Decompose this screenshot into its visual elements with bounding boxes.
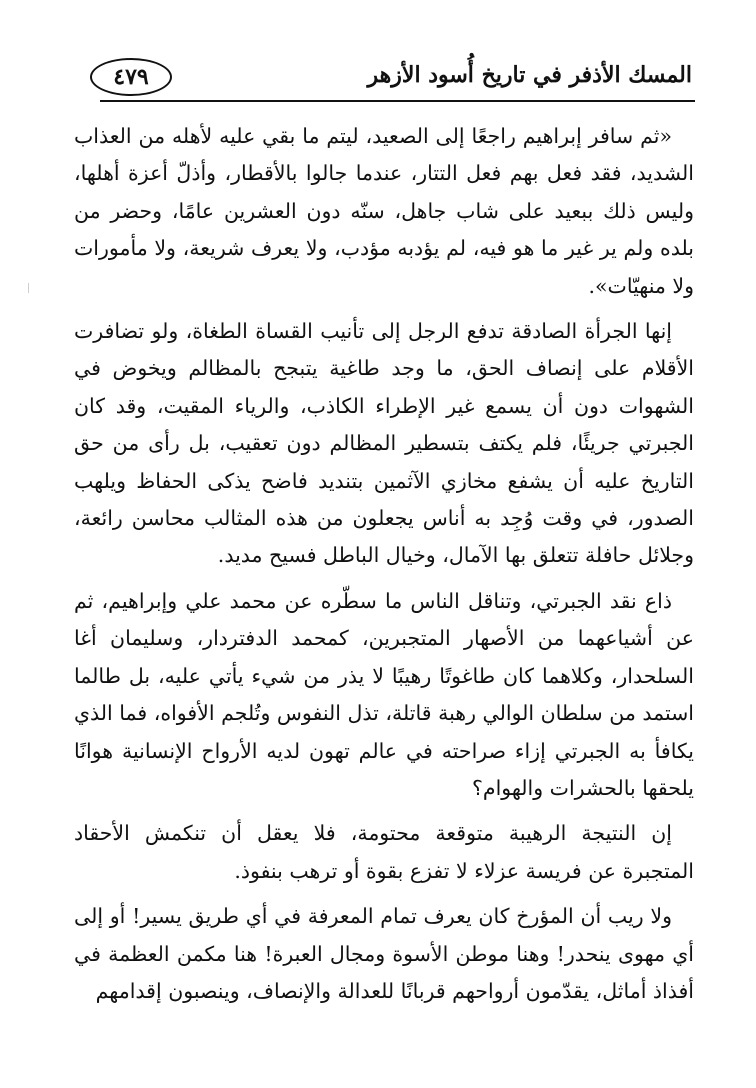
margin-mark: [28, 283, 29, 293]
paragraph: ولا ريب أن المؤرخ كان يعرف تمام المعرفة في أي طريق يسير! أو إلى أي مهوى ينحدر! وهنا موطن الأسوة ومجال العبرة! هنا مكمن العظمة في أفذاذ أماثل، يقدّمون أرواحهم قربانًا للعدالة والإنصاف، وينصبون إقدامهم: [74, 904, 694, 1003]
paragraph: إنها الجرأة الصادقة تدفع الرجل إلى تأنيب القساة الطغاة، ولو تضافرت الأقلام على إنصاف الحق، ما وجد طاغية يتبجح بالمظالم ويخوض في الشهوات دون أن يسمع غير الإطراء الكاذب، والرياء المقيت، وقد كان الجبرتي جريئًا، فلم يكتف بتسطير المظالم دون تعقيب، بل رأى من حق التاريخ عليه أن يشفع مخازي الآثمين بتنديد فاضح يذكى الحفاظ ويلهب الصدور، في وقت وُجِد به أناس يجعلون من هذه المثالب محاسن رائعة، وجلائل حافلة تتعلق بها الآمال، وخيال الباطل فسيح مديد.: [74, 319, 694, 568]
paragraph-quote: «ثم سافر إبراهيم راجعًا إلى الصعيد، ليتم ما بقي عليه لأهله من العذاب الشديد، فقد فعل بهم فعل التتار، عندما جالوا بالأقطار، وأذلّ أعزة أهلها، وليس ذلك ببعيد على شاب جاهل، سنّه دون العشرين عامًا، وحضر من بلده ولم ير غير ما هو فيه، لم يؤدبه مؤدب، ولا يعرف شريعة، ولا مأمورات ولا منهيّات».: [74, 124, 694, 298]
body-text: [74, 118, 694, 1018]
paragraph: ذاع نقد الجبرتي، وتناقل الناس ما سطّره عن محمد علي وإبراهيم، ثم عن أشياعهما من الأصهار المتجبرين، كمحمد الدفتردار، وسليمان أغا السلحدار، وكلاهما كان طاغوتًا رهيبًا لا يذر من شيء يأتي عليه، بل طالما استمد من سلطان الوالي رهبة قاتلة، تذل النفوس وتُلجم الأفواه، فما الذي يكافأ به الجبرتي إزاء صراحته في عالم تهون لديه الأرواح الإنسانية هوانًا يلحقها بالحشرات والهوام؟: [74, 588, 694, 800]
page-header: [90, 58, 692, 98]
page-number: ٤٧٩: [90, 58, 172, 96]
header-divider: [100, 100, 695, 102]
running-title: المسك الأذفر في تاريخ أُسود الأزهر: [367, 62, 692, 88]
paragraph: إن النتيجة الرهيبة متوقعة محتومة، فلا يعقل أن تنكمش الأحقاد المتجبرة عن فريسة عزلاء لا تفزع بقوة أو ترهب بنفوذ.: [74, 821, 694, 883]
